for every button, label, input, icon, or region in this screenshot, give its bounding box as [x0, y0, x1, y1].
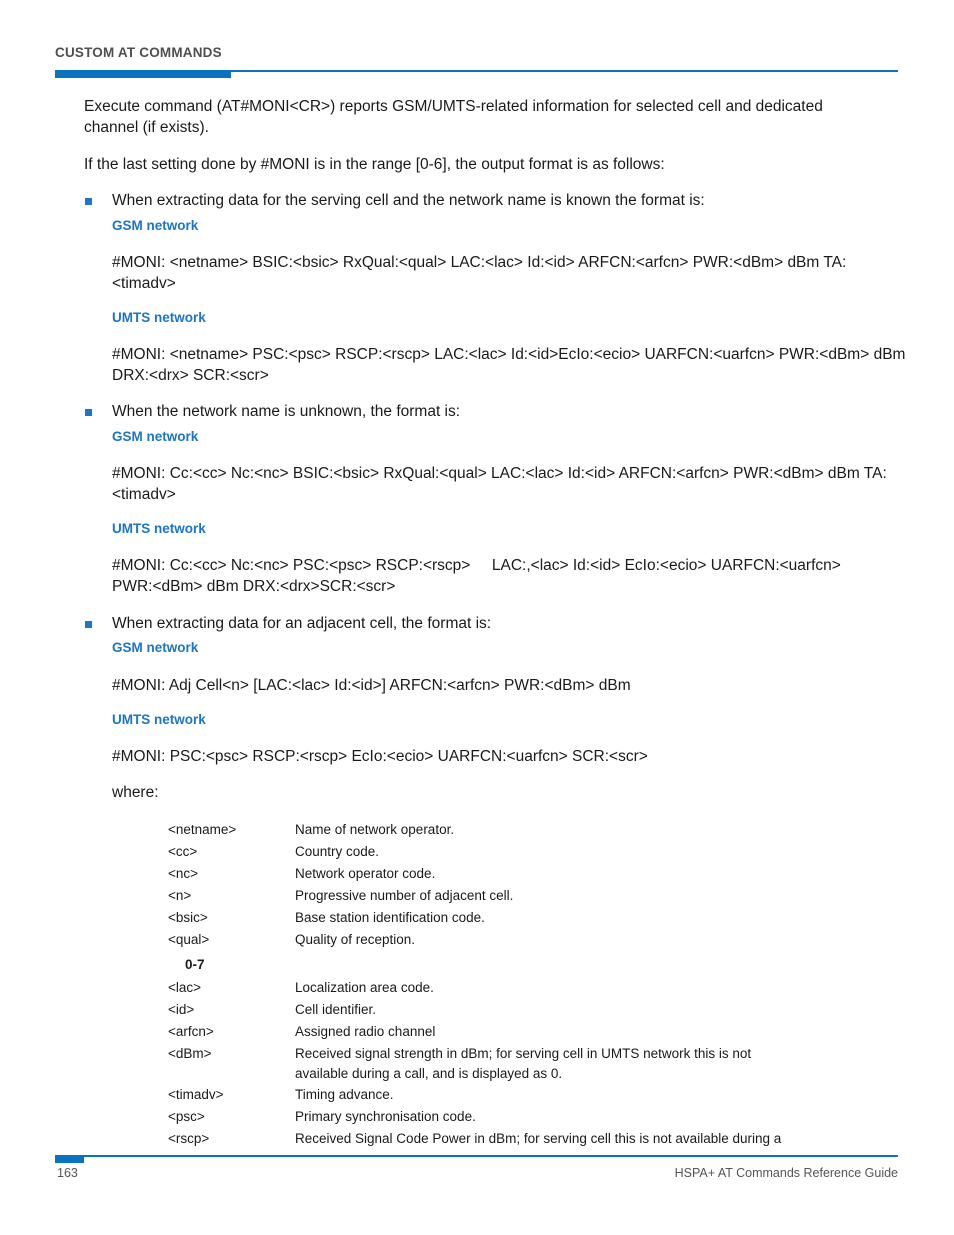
definition-row — [168, 908, 828, 930]
definition-row — [168, 1044, 828, 1085]
bullet-text-adjacent-cell: When extracting data for an adjacent cell, the format is: — [112, 615, 492, 632]
gsm-network-heading: GSM network — [112, 640, 199, 655]
param-term: <id> — [168, 1002, 195, 1017]
param-term: <netname> — [168, 822, 237, 837]
param-desc: Timing advance. — [295, 1087, 394, 1102]
param-desc: Received signal strength in dBm; for serving cell in UMTS network this is not — [295, 1046, 752, 1061]
umts-format-line: #MONI: PSC:<psc> RSCP:<rscp> EcIo:<ecio> UARFCN:<uarfcn> SCR:<scr> — [112, 748, 648, 765]
gsm-format-line: <timadv> — [112, 275, 176, 292]
param-value-range: 0-7 — [185, 957, 205, 972]
definition-row — [168, 886, 828, 908]
gsm-format-line: #MONI: Adj Cell<n> [LAC:<lac> Id:<id>] ARFCN:<arfcn> PWR:<dBm> dBm — [112, 677, 631, 694]
header-rule-accent — [55, 71, 231, 78]
gsm-format-line: <timadv> — [112, 486, 176, 503]
umts-format-line: #MONI: <netname> PSC:<psc> RSCP:<rscp> LAC:<lac> Id:<id>EcIo:<ecio> UARFCN:<uarfcn> PWR:<dBm> dBm — [112, 346, 906, 363]
param-desc: Progressive number of adjacent cell. — [295, 888, 514, 903]
param-desc: Quality of reception. — [295, 932, 416, 947]
umts-format-line: #MONI: Cc:<cc> Nc:<nc> PSC:<psc> RSCP:<rscp> LAC:,<lac> Id:<id> EcIo:<ecio> UARFCN:<uarfcn> — [112, 557, 841, 574]
gsm-network-heading: GSM network — [112, 218, 199, 233]
param-term: <n> — [168, 888, 192, 903]
umts-format-line: DRX:<drx> SCR:<scr> — [112, 367, 269, 384]
footer-rule-accent — [55, 1156, 84, 1163]
param-term: <rscp> — [168, 1131, 210, 1146]
umts-network-heading: UMTS network — [112, 310, 206, 325]
parameter-definitions — [168, 820, 828, 1151]
gsm-network-heading: GSM network — [112, 429, 199, 444]
param-term: <bsic> — [168, 910, 208, 925]
page-number: 163 — [57, 1166, 78, 1180]
definition-row — [168, 1000, 828, 1022]
param-desc-continued: available during a call, and is displayed as 0. — [295, 1066, 563, 1081]
param-desc: Localization area code. — [295, 980, 434, 995]
intro-line-1: Execute command (AT#MONI<CR>) reports GSM/UMTS-related information for selected cell and dedicated — [84, 98, 823, 115]
param-desc: Name of network operator. — [295, 822, 455, 837]
bullet-text-serving-known: When extracting data for the serving cell and the network name is known the format is: — [112, 192, 705, 209]
definition-row — [168, 1022, 828, 1044]
definition-row — [168, 1129, 828, 1151]
definition-row — [168, 1107, 828, 1129]
umts-network-heading: UMTS network — [112, 521, 206, 536]
param-term: <dBm> — [168, 1046, 212, 1061]
intro-line-2: channel (if exists). — [84, 119, 209, 136]
param-desc: Primary synchronisation code. — [295, 1109, 476, 1124]
definition-value-row — [168, 952, 828, 978]
param-desc: Cell identifier. — [295, 1002, 377, 1017]
document-title: HSPA+ AT Commands Reference Guide — [674, 1166, 898, 1180]
gsm-format-line: #MONI: Cc:<cc> Nc:<nc> BSIC:<bsic> RxQual:<qual> LAC:<lac> Id:<id> ARFCN:<arfcn> PWR:<dBm> dBm TA: — [112, 465, 887, 482]
definition-row — [168, 842, 828, 864]
param-term: <cc> — [168, 844, 198, 859]
definition-row — [168, 978, 828, 1000]
param-desc: Received Signal Code Power in dBm; for serving cell this is not available during a — [295, 1131, 782, 1146]
definition-row — [168, 1085, 828, 1107]
section-title: CUSTOM AT COMMANDS — [55, 45, 222, 60]
definition-row — [168, 930, 828, 952]
bullet-marker — [85, 409, 92, 416]
param-term: <nc> — [168, 866, 199, 881]
param-desc: Assigned radio channel — [295, 1024, 436, 1039]
range-note: If the last setting done by #MONI is in the range [0-6], the output format is as follows: — [84, 156, 665, 173]
param-term: <qual> — [168, 932, 210, 947]
param-term: <lac> — [168, 980, 202, 995]
param-term: <timadv> — [168, 1087, 224, 1102]
param-desc: Country code. — [295, 844, 380, 859]
bullet-text-name-unknown: When the network name is unknown, the format is: — [112, 403, 461, 420]
param-term: <psc> — [168, 1109, 205, 1124]
umts-network-heading: UMTS network — [112, 712, 206, 727]
where-label: where: — [112, 784, 159, 801]
umts-format-line: PWR:<dBm> dBm DRX:<drx>SCR:<scr> — [112, 578, 396, 595]
gsm-format-line: #MONI: <netname> BSIC:<bsic> RxQual:<qual> LAC:<lac> Id:<id> ARFCN:<arfcn> PWR:<dBm> dBm TA: — [112, 254, 847, 271]
bullet-marker — [85, 621, 92, 628]
bullet-marker — [85, 198, 92, 205]
param-desc: Network operator code. — [295, 866, 436, 881]
definition-row — [168, 864, 828, 886]
param-desc: Base station identification code. — [295, 910, 485, 925]
definition-row — [168, 820, 828, 842]
footer-rule — [55, 1155, 898, 1157]
param-term: <arfcn> — [168, 1024, 214, 1039]
